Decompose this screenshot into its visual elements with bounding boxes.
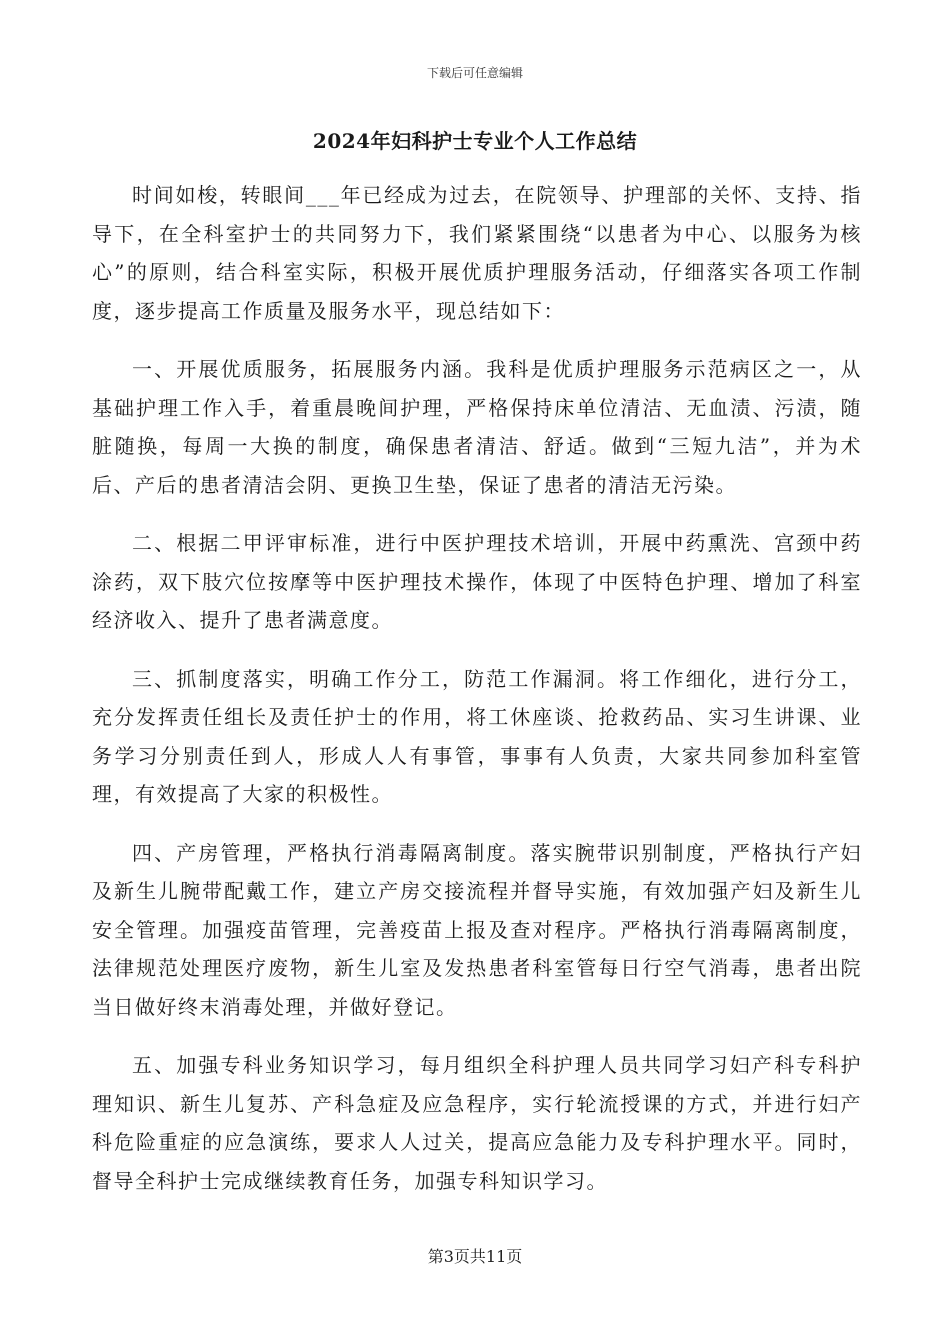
document-title: 2024年妇科护士专业个人工作总结 bbox=[312, 129, 638, 153]
page-number-footer: 第3页共11页 bbox=[427, 1247, 523, 1266]
paragraph-section-4: 四、产房管理，严格执行消毒隔离制度。落实腕带识别制度，严格执行产妇及新生儿腕带配戴工作，建立产房交接流程并督导实施，有效加强产妇及新生儿安全管理。加强疫苗管理，完善疫苗上报及查对程序。严格执行消毒隔离制度，法律规范处理医疗废物，新生儿室及发热患者科室管每日行空气消毒，患者出院当日做好终末消毒处理，并做好登记。 bbox=[92, 840, 862, 1019]
paragraph-section-2: 二、根据二甲评审标准，进行中医护理技术培训，开展中药熏洗、宫颈中药涂药，双下肢穴位按摩等中医护理技术操作，体现了中医特色护理、增加了科室经济收入、提升了患者满意度。 bbox=[92, 531, 862, 632]
paragraph-section-5: 五、加强专科业务知识学习，每月组织全科护理人员共同学习妇产科专科护理知识、新生儿复苏、产科急症及应急程序，实行轮流授课的方式，并进行妇产科危险重症的应急演练，要求人人过关，提高应急能力及专科护理水平。同时，督导全科护士完成继续教育任务，加强专科知识学习。 bbox=[92, 1053, 862, 1193]
paragraph-section-1: 一、开展优质服务，拓展服务内涵。我科是优质护理服务示范病区之一，从基础护理工作入手，着重晨晚间护理，严格保持床单位清洁、无血渍、污渍，随脏随换，每周一大换的制度，确保患者清洁、舒适。做到“三短九洁”，并为术后、产后的患者清洁会阴、更换卫生垫，保证了患者的清洁无污染。 bbox=[92, 357, 862, 497]
paragraph-section-3: 三、抓制度落实，明确工作分工，防范工作漏洞。将工作细化，进行分工，充分发挥责任组长及责任护士的作用，将工休座谈、抢救药品、实习生讲课、业务学习分别责任到人，形成人人有事管，事事有人负责，大家共同参加科室管理，有效提高了大家的积极性。 bbox=[92, 666, 862, 806]
header-note: 下载后可任意编辑 bbox=[426, 66, 523, 80]
document-body bbox=[92, 176, 862, 1220]
paragraph-intro: 时间如梭，转眼间___年已经成为过去，在院领导、护理部的关怀、支持、指导下，在全科室护士的共同努力下，我们紧紧围绕“以患者为中心、以服务为核心”的原则，结合科室实际，积极开展优质护理服务活动，仔细落实各项工作制度，逐步提高工作质量及服务水平，现总结如下： bbox=[92, 183, 862, 323]
